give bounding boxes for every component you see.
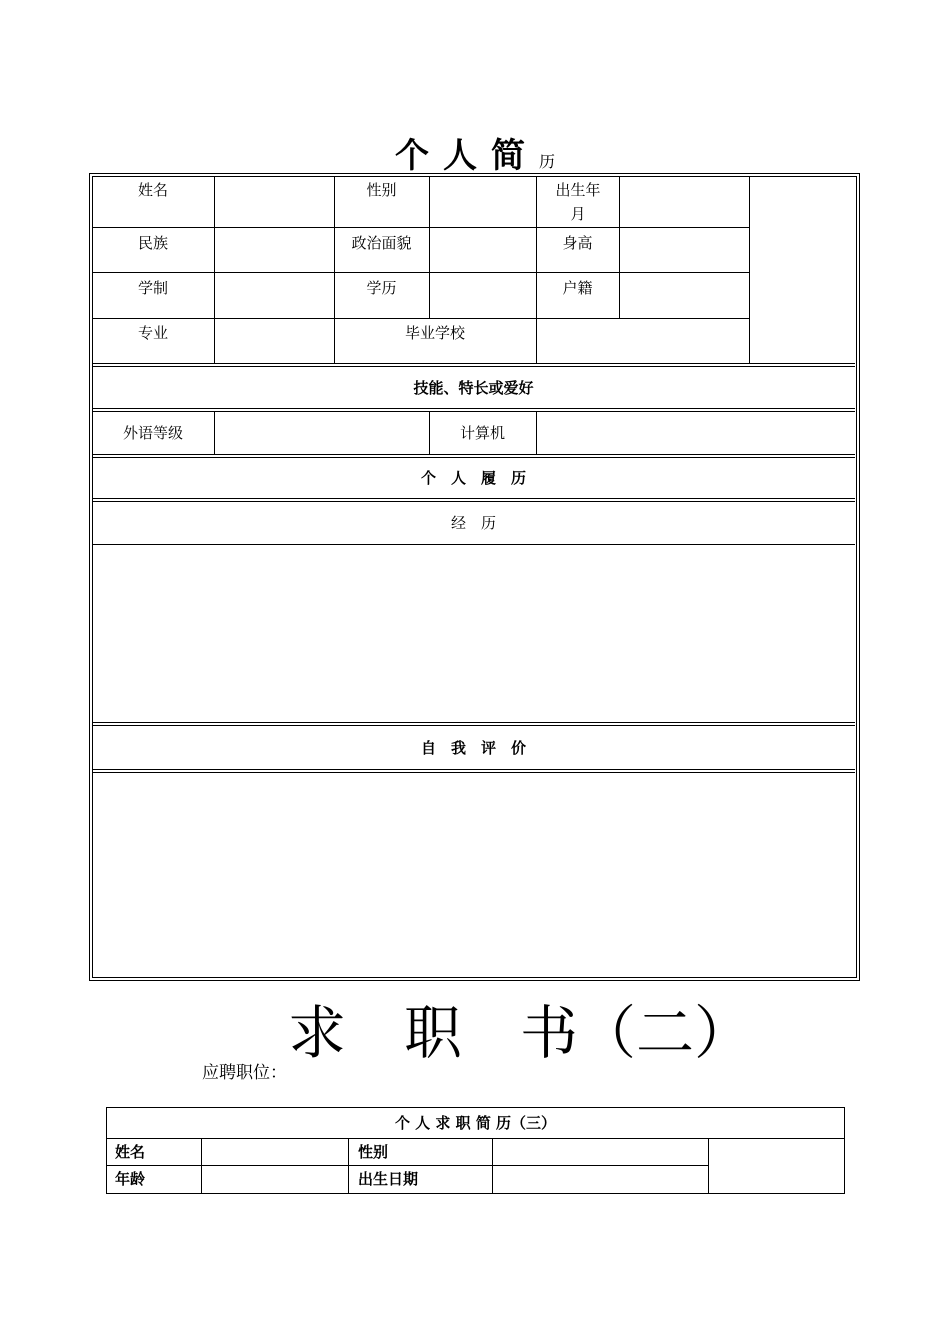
resume3-label-gender: 性别 <box>358 1143 389 1161</box>
label-birth: 出生年月 <box>555 181 601 223</box>
label-political: 政治面貌 <box>351 234 412 252</box>
resume-title-main: 个人简 <box>394 136 539 176</box>
application-title: 求 职 书（二） <box>287 999 752 1067</box>
label-computer: 计算机 <box>459 424 505 442</box>
label-household: 户籍 <box>562 279 593 297</box>
history-header: 个 人 履 历 <box>420 469 526 487</box>
resume3-label-age: 年龄 <box>115 1170 146 1188</box>
label-ethnicity: 民族 <box>137 234 168 252</box>
label-schooling: 学制 <box>137 279 168 297</box>
resume3-title: 个 人 求 职 简 历（三） <box>394 1114 557 1132</box>
self-evaluation-header: 自 我 评 价 <box>420 739 526 757</box>
position-label: 应聘职位： <box>202 1063 287 1083</box>
resume-title-tail: 历 <box>538 152 555 171</box>
label-foreign-language: 外语等级 <box>122 424 183 442</box>
label-major: 专业 <box>137 324 168 342</box>
resume3-label-name: 姓名 <box>115 1143 146 1161</box>
experience-label: 经 历 <box>450 514 496 532</box>
resume3-label-birth-date: 出生日期 <box>358 1170 419 1188</box>
skills-header: 技能、特长或爱好 <box>413 379 534 397</box>
label-school: 毕业学校 <box>404 324 465 342</box>
label-height: 身高 <box>562 234 593 252</box>
label-education: 学历 <box>366 279 397 297</box>
resume-title <box>0 128 950 177</box>
label-name: 姓名 <box>137 181 168 199</box>
label-gender: 性别 <box>366 181 397 199</box>
resume3-table <box>106 1107 845 1194</box>
